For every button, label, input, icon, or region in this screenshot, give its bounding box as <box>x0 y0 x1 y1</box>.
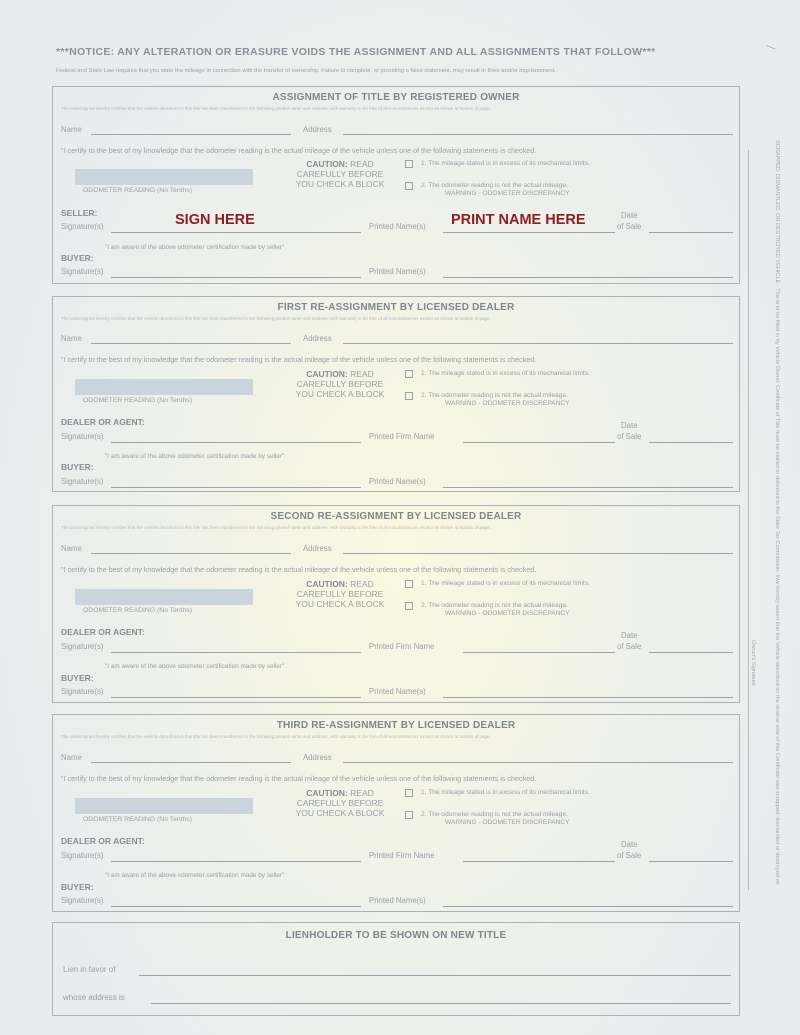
caution-line-3: YOU CHECK A BLOCK <box>295 389 385 399</box>
buyer-printed-names-label: Printed Name(s) <box>369 896 426 905</box>
caution-label: CAUTION: <box>306 159 348 169</box>
statement-1: 1. The mileage stated is in excess of its mechanical limits. <box>421 789 590 796</box>
statement-1: 1. The mileage stated is in excess of its mechanical limits. <box>421 160 590 167</box>
date-label: Date <box>621 631 638 640</box>
law-statement: Federal and State Law requires that you state the mileage in connection with the transfer of ownership. Failure to complete, or providing a false statement, may result in fines and/or imprisonment. <box>56 68 556 74</box>
caution-line-3: YOU CHECK A BLOCK <box>295 179 385 189</box>
caution-label: CAUTION: <box>306 579 348 589</box>
certify-statement: "I certify to the best of my knowledge that the odometer reading is the actual mileage of the vehicle unless one of the following statements is checked. <box>61 774 537 783</box>
aware-statement: "I am aware of the above odometer certification made by seller" <box>105 872 285 879</box>
seller-signature-field[interactable] <box>111 232 361 233</box>
date-of-sale-field[interactable] <box>649 232 733 233</box>
signature-label: Signature(s) <box>61 642 104 651</box>
section-title: FIRST RE-ASSIGNMENT BY LICENSED DEALER <box>277 302 515 313</box>
scrapped-vehicle-text: SCRAPPED, DISMANTLED, OR DESTROYED VEHICLE - This is to be filled in by Vehicle Owner. Certificate of Title must be mailed or delivered to the State Tax Commission. I/we hereby assert that the Vehicle described on the reverse side of this Certificate was scrapped, dismantled or destroyed on <box>774 140 780 885</box>
caution-line-2: CAREFULLY BEFORE <box>296 379 384 389</box>
caution-line-3: YOU CHECK A BLOCK <box>295 808 385 818</box>
printed-firm-label: Printed Firm Name <box>369 851 435 860</box>
caution-line-3: YOU CHECK A BLOCK <box>295 599 385 609</box>
name-field[interactable] <box>91 762 291 763</box>
fine-print: The undersigned hereby certifies that the vehicle described in this title has been transferred to the following printed name and address, with warranty to be free of all encumbrances except as shown at bottom of page. <box>61 106 491 111</box>
date-label: Date <box>621 840 638 849</box>
section-title: ASSIGNMENT OF TITLE BY REGISTERED OWNER <box>272 92 520 103</box>
name-field[interactable] <box>91 553 291 554</box>
lienholder-section <box>52 922 740 1016</box>
lien-in-favor-label: Lien in favor of <box>63 965 116 974</box>
certify-statement: "I certify to the best of my knowledge that the odometer reading is the actual mileage of the vehicle unless one of the following statements is checked. <box>61 355 537 364</box>
odometer-label: ODOMETER READING (No Tenths) <box>83 607 193 614</box>
address-field[interactable] <box>343 553 733 554</box>
name-field[interactable] <box>91 343 291 344</box>
dealer-signature-field[interactable] <box>111 442 361 443</box>
whose-address-label: whose address is <box>63 993 125 1002</box>
caution-label: CAUTION: <box>306 369 348 379</box>
mechanical-limits-checkbox[interactable] <box>405 789 413 797</box>
printed-firm-field[interactable] <box>463 861 615 862</box>
aware-statement: "I am aware of the above odometer certification made by seller" <box>105 453 285 460</box>
date-label: Date <box>621 421 638 430</box>
odometer-reading-field[interactable] <box>75 169 253 185</box>
alteration-notice: ***NOTICE: ANY ALTERATION OR ERASURE VOIDS THE ASSIGNMENT AND ALL ASSIGNMENTS THAT FOLLOW*** <box>56 46 656 58</box>
of-sale-label: of Sale <box>617 642 642 651</box>
first-reassignment-section <box>52 296 740 492</box>
dealer-signature-field[interactable] <box>111 652 361 653</box>
odometer-reading-field[interactable] <box>75 798 253 814</box>
warning-text: WARNING - ODOMETER DISCREPANCY <box>445 400 570 407</box>
caution-read: READ <box>350 579 374 589</box>
of-sale-label: of Sale <box>617 432 642 441</box>
buyer-signature-field[interactable] <box>111 906 361 907</box>
fine-print: The undersigned hereby certifies that the vehicle described in this title has been transferred to the following printed name and address, with warranty to be free of all encumbrances except as shown at bottom of page. <box>61 525 491 530</box>
caution-note <box>281 788 399 818</box>
buyer-signature-label: Signature(s) <box>61 267 104 276</box>
caution-label: CAUTION: <box>306 788 348 798</box>
section-title: SECOND RE-ASSIGNMENT BY LICENSED DEALER <box>270 511 522 522</box>
signature-label: Signature(s) <box>61 432 104 441</box>
buyer-label: BUYER: <box>61 673 94 683</box>
buyer-signature-label: Signature(s) <box>61 477 104 486</box>
aware-statement: "I am aware of the above odometer certification made by seller" <box>105 244 285 251</box>
of-sale-label: of Sale <box>617 222 642 231</box>
not-actual-mileage-checkbox[interactable] <box>405 602 413 610</box>
owner-assignment-section <box>52 86 740 284</box>
third-reassignment-section <box>52 714 740 912</box>
date-label: Date <box>621 211 638 220</box>
caution-line-2: CAREFULLY BEFORE <box>296 169 384 179</box>
fine-print: The undersigned hereby certifies that the vehicle described in this title has been transferred to the following printed name and address, with warranty to be free of all encumbrances except as shown at bottom of page. <box>61 734 491 739</box>
statement-2: 2. The odometer reading is not the actual mileage. <box>421 182 568 189</box>
buyer-signature-label: Signature(s) <box>61 687 104 696</box>
buyer-printed-name-field[interactable] <box>443 487 733 488</box>
buyer-printed-names-label: Printed Name(s) <box>369 267 426 276</box>
caution-read: READ <box>350 788 374 798</box>
signature-label: Signature(s) <box>61 851 104 860</box>
not-actual-mileage-checkbox[interactable] <box>405 811 413 819</box>
statement-2: 2. The odometer reading is not the actual mileage. <box>421 392 568 399</box>
warning-text: WARNING - ODOMETER DISCREPANCY <box>445 819 570 826</box>
caution-line-2: CAREFULLY BEFORE <box>296 589 384 599</box>
address-label: Address <box>303 125 332 134</box>
lienholder-title: LIENHOLDER TO BE SHOWN ON NEW TITLE <box>285 930 507 941</box>
address-label: Address <box>303 753 332 762</box>
owner-signature-label: Owner's Signature <box>750 640 756 686</box>
address-label: Address <box>303 334 332 343</box>
dealer-label: DEALER OR AGENT: <box>61 627 145 637</box>
section-title: THIRD RE-ASSIGNMENT BY LICENSED DEALER <box>276 720 516 731</box>
name-label: Name <box>61 125 82 134</box>
of-sale-label: of Sale <box>617 851 642 860</box>
name-label: Name <box>61 544 82 553</box>
not-actual-mileage-checkbox[interactable] <box>405 392 413 400</box>
second-reassignment-section <box>52 505 740 703</box>
buyer-printed-name-field[interactable] <box>443 277 733 278</box>
odometer-reading-field[interactable] <box>75 589 253 605</box>
buyer-printed-name-field[interactable] <box>443 697 733 698</box>
seller-label: SELLER: <box>61 208 98 218</box>
buyer-signature-label: Signature(s) <box>61 896 104 905</box>
printed-names-label: Printed Name(s) <box>369 222 426 231</box>
odometer-label: ODOMETER READING (No Tenths) <box>83 187 193 194</box>
seller-printed-name-field[interactable] <box>443 232 615 233</box>
lien-in-favor-field[interactable] <box>139 975 731 976</box>
buyer-signature-field[interactable] <box>111 697 361 698</box>
caution-note <box>281 579 399 609</box>
buyer-signature-field[interactable] <box>111 487 361 488</box>
date-of-sale-field[interactable] <box>649 652 733 653</box>
printed-firm-label: Printed Firm Name <box>369 432 435 441</box>
statement-2: 2. The odometer reading is not the actual mileage. <box>421 602 568 609</box>
mechanical-limits-checkbox[interactable] <box>405 160 413 168</box>
buyer-label: BUYER: <box>61 882 94 892</box>
address-label: Address <box>303 544 332 553</box>
buyer-label: BUYER: <box>61 253 94 263</box>
mechanical-limits-checkbox[interactable] <box>405 580 413 588</box>
statement-1: 1. The mileage stated is in excess of its mechanical limits. <box>421 580 590 587</box>
buyer-printed-name-field[interactable] <box>443 906 733 907</box>
certify-statement: "I certify to the best of my knowledge that the odometer reading is the actual mileage of the vehicle unless one of the following statements is checked. <box>61 565 537 574</box>
certify-statement: "I certify to the best of my knowledge that the odometer reading is the actual mileage of the vehicle unless one of the following statements is checked. <box>61 146 537 155</box>
printed-firm-field[interactable] <box>463 442 615 443</box>
address-field[interactable] <box>343 343 733 344</box>
caution-read: READ <box>350 159 374 169</box>
name-label: Name <box>61 334 82 343</box>
lienholder-address-field[interactable] <box>151 1003 731 1004</box>
printed-firm-label: Printed Firm Name <box>369 642 435 651</box>
aware-statement: "I am aware of the above odometer certification made by seller" <box>105 663 285 670</box>
name-label: Name <box>61 753 82 762</box>
buyer-signature-field[interactable] <box>111 277 361 278</box>
buyer-printed-names-label: Printed Name(s) <box>369 687 426 696</box>
statement-1: 1. The mileage stated is in excess of its mechanical limits. <box>421 370 590 377</box>
address-field[interactable] <box>343 762 733 763</box>
print-name-here-annotation: PRINT NAME HERE <box>451 212 586 228</box>
buyer-printed-names-label: Printed Name(s) <box>369 477 426 486</box>
statement-2: 2. The odometer reading is not the actual mileage. <box>421 811 568 818</box>
fine-print: The undersigned hereby certifies that the vehicle described in this title has been transferred to the following printed name and address, with warranty to be free of all encumbrances except as shown at bottom of page. <box>61 316 491 321</box>
caution-read: READ <box>350 369 374 379</box>
name-field[interactable] <box>91 134 291 135</box>
dealer-label: DEALER OR AGENT: <box>61 836 145 846</box>
side-divider <box>748 150 749 890</box>
warning-text: WARNING - ODOMETER DISCREPANCY <box>445 610 570 617</box>
dealer-signature-field[interactable] <box>111 861 361 862</box>
corner-mark: — <box>764 40 778 55</box>
dealer-label: DEALER OR AGENT: <box>61 417 145 427</box>
warning-text: WARNING - ODOMETER DISCREPANCY <box>445 190 570 197</box>
buyer-label: BUYER: <box>61 462 94 472</box>
odometer-reading-field[interactable] <box>75 379 253 395</box>
scrapped-vehicle-panel <box>770 140 784 900</box>
not-actual-mileage-checkbox[interactable] <box>405 182 413 190</box>
date-of-sale-field[interactable] <box>649 861 733 862</box>
address-field[interactable] <box>343 134 733 135</box>
odometer-label: ODOMETER READING (No Tenths) <box>83 397 193 404</box>
mechanical-limits-checkbox[interactable] <box>405 370 413 378</box>
odometer-label: ODOMETER READING (No Tenths) <box>83 816 193 823</box>
signature-label: Signature(s) <box>61 222 104 231</box>
date-of-sale-field[interactable] <box>649 442 733 443</box>
sign-here-annotation: SIGN HERE <box>175 212 255 228</box>
caution-line-2: CAREFULLY BEFORE <box>296 798 384 808</box>
caution-note <box>281 159 399 189</box>
printed-firm-field[interactable] <box>463 652 615 653</box>
caution-note <box>281 369 399 399</box>
